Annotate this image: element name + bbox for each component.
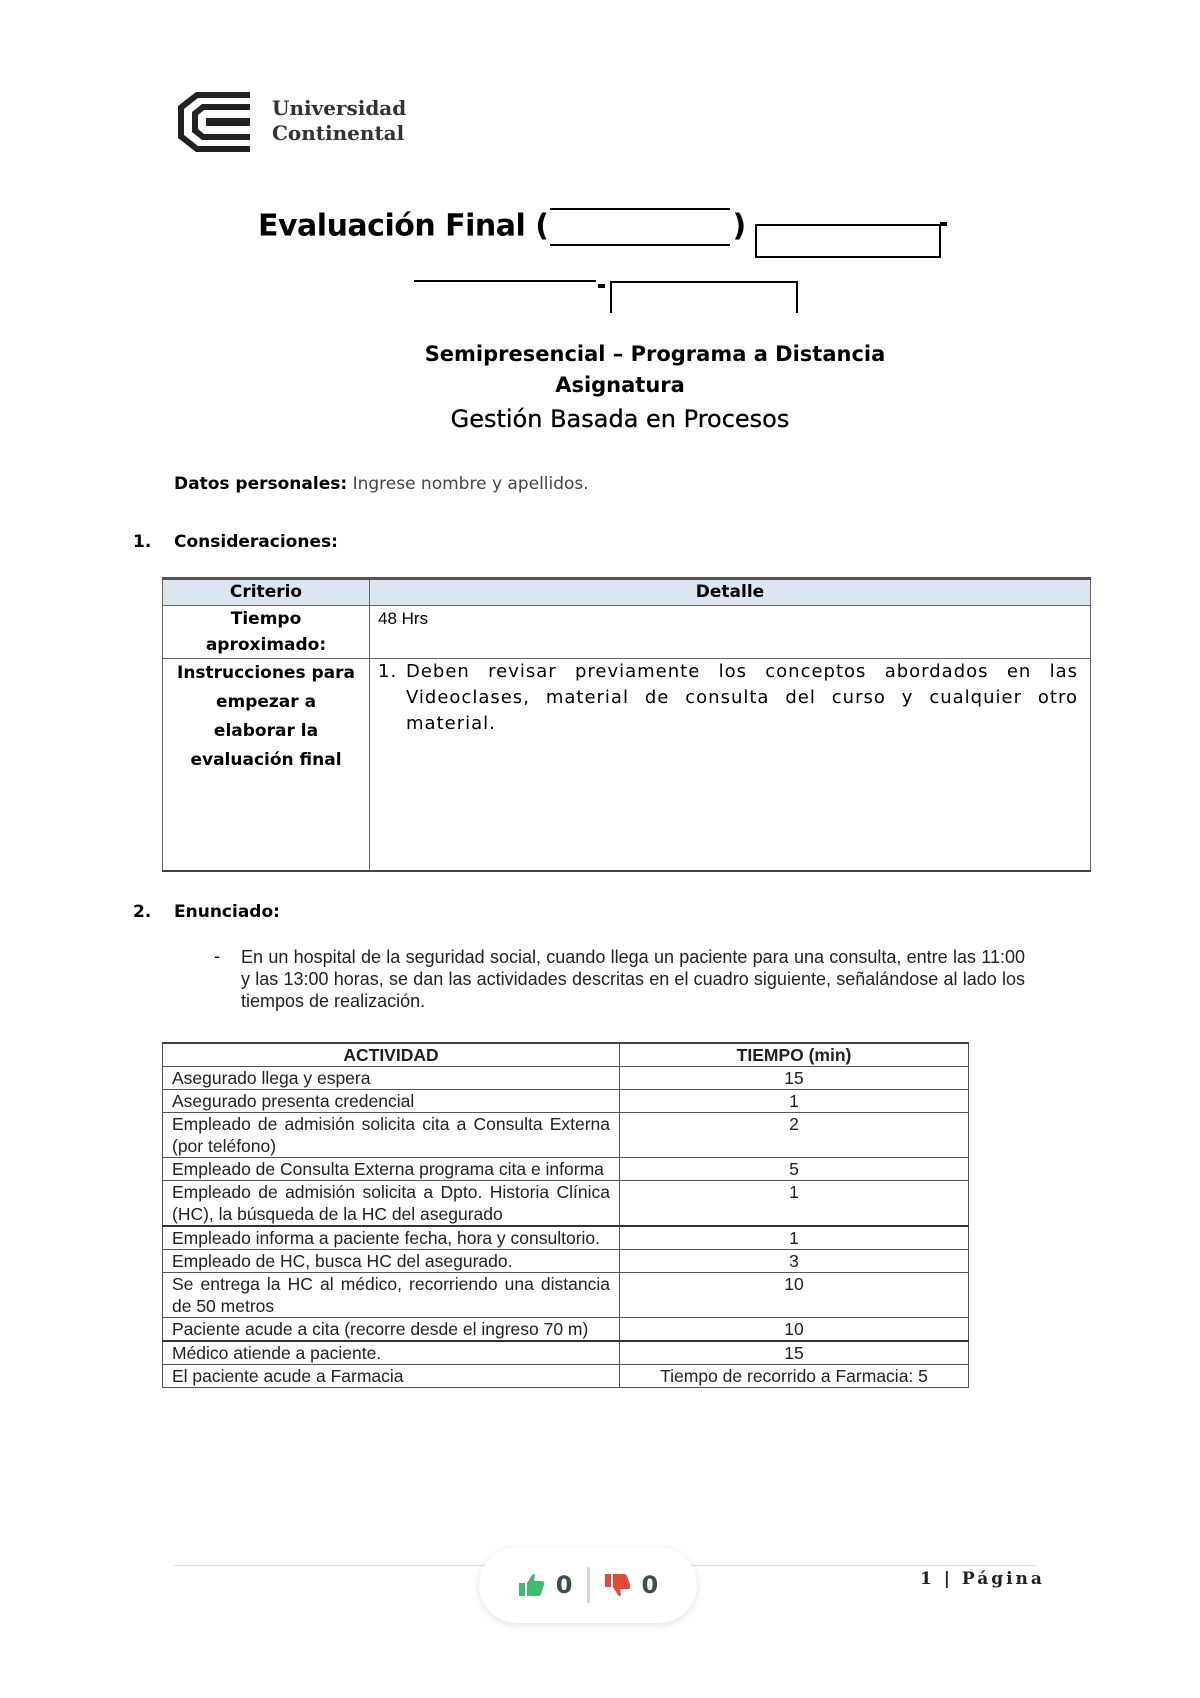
activity-cell: Empleado de admisión solicita a Dpto. Historia Clínica (HC), la búsqueda de la HC del asegurado <box>163 1181 620 1227</box>
activity-cell: Empleado de Consulta Externa programa cita e informa <box>163 1158 620 1181</box>
page-title <box>258 208 746 246</box>
personal-data <box>174 474 589 494</box>
table-row <box>163 1067 969 1090</box>
table-row <box>163 1365 969 1388</box>
title-dash-1 <box>940 222 947 226</box>
section-title: Consideraciones: <box>174 532 338 552</box>
instruction-item <box>378 659 1082 737</box>
logo-line-2: Continental <box>272 121 405 145</box>
table-row <box>163 659 1091 871</box>
page-label: | Página <box>943 1569 1045 1589</box>
table-row <box>163 606 1091 659</box>
table-row <box>163 1226 969 1250</box>
detalle-cell: 48 Hrs <box>370 606 1091 659</box>
activity-cell: El paciente acude a Farmacia <box>163 1365 620 1388</box>
title-dash-2 <box>598 284 605 288</box>
criterio-cell: Instrucciones para empezar a elaborar la evaluación final <box>163 659 370 871</box>
instruction-number: 1. <box>378 661 398 682</box>
time-cell: 15 <box>620 1067 969 1090</box>
time-cell: Tiempo de recorrido a Farmacia: 5 <box>620 1365 969 1388</box>
title-line-field[interactable] <box>414 280 596 282</box>
logo-line-1: Universidad <box>272 96 407 120</box>
section-title: Enunciado: <box>174 902 280 922</box>
time-cell: 10 <box>620 1318 969 1342</box>
subject-label: Asignatura <box>555 373 685 397</box>
title-text: Evaluación Final ( <box>258 208 549 244</box>
activity-cell: Empleado de admisión solicita cita a Consulta Externa (por teléfono) <box>163 1113 620 1158</box>
table-header-row <box>163 579 1091 606</box>
activity-cell: Paciente acude a cita (recorre desde el ingreso 70 m) <box>163 1318 620 1342</box>
column-header-actividad: ACTIVIDAD <box>163 1043 620 1067</box>
section-enunciado-heading <box>133 902 280 922</box>
table-row <box>163 1090 969 1113</box>
vote-widget <box>479 1547 697 1623</box>
section-number: 2. <box>133 902 152 922</box>
upvote-button[interactable] <box>518 1571 573 1599</box>
detalle-cell <box>370 659 1091 871</box>
logo-wordmark <box>272 96 406 146</box>
upvote-count: 0 <box>555 1571 573 1599</box>
time-cell: 1 <box>620 1090 969 1113</box>
section-consideraciones-heading <box>133 532 338 552</box>
personal-data-label: Datos personales: <box>174 474 348 494</box>
activity-cell: Asegurado presenta credencial <box>163 1090 620 1113</box>
column-header-criterio: Criterio <box>163 579 370 606</box>
table-row <box>163 1318 969 1342</box>
activity-cell: Empleado informa a paciente fecha, hora y consultorio. <box>163 1226 620 1250</box>
thumbs-up-icon <box>518 1572 546 1598</box>
title-blank-field[interactable] <box>550 208 730 246</box>
time-cell: 1 <box>620 1181 969 1227</box>
table-row <box>163 1273 969 1318</box>
activities-table <box>162 1042 969 1388</box>
time-cell: 1 <box>620 1226 969 1250</box>
table-header-row <box>163 1043 969 1067</box>
personal-data-field[interactable]: Ingrese nombre y apellidos. <box>352 474 589 494</box>
table-row <box>163 1113 969 1158</box>
criterio-cell: Tiempo aproximado: <box>163 606 370 659</box>
time-cell: 5 <box>620 1158 969 1181</box>
activity-cell: Empleado de HC, busca HC del asegurado. <box>163 1250 620 1273</box>
bullet-dash: - <box>214 946 220 966</box>
section-number: 1. <box>133 532 152 552</box>
title-box-field-1[interactable] <box>755 224 941 258</box>
activity-cell: Asegurado llega y espera <box>163 1067 620 1090</box>
time-cell: 10 <box>620 1273 969 1318</box>
page-number-value: 1 <box>920 1569 935 1589</box>
table-row <box>163 1250 969 1273</box>
column-header-tiempo: TIEMPO (min) <box>620 1043 969 1067</box>
vote-separator <box>587 1567 590 1603</box>
table-row <box>163 1158 969 1181</box>
problem-statement: En un hospital de la seguridad social, cuando llega un paciente para una consulta, entre las 11:00 y las 13:00 horas, se dan las actividades descritas en el cuadro siguiente, señalándose al lado los tiempos de realización. <box>241 947 1025 1011</box>
modality-subtitle: Semipresencial – Programa a Distancia <box>424 342 886 366</box>
title-box-field-2[interactable] <box>610 281 798 313</box>
activity-cell: Se entrega la HC al médico, recorriendo una distancia de 50 metros <box>163 1273 620 1318</box>
instruction-text: Deben revisar previamente los conceptos abordados en las Videoclases, material de consulta del curso y cualquier otro material. <box>406 661 1078 734</box>
table-row <box>163 1181 969 1227</box>
logo-mark-icon <box>172 90 262 154</box>
title-close-paren: ) <box>732 208 746 244</box>
time-cell: 3 <box>620 1250 969 1273</box>
subject-name: Gestión Basada en Procesos <box>450 405 790 433</box>
time-cell: 2 <box>620 1113 969 1158</box>
page-number <box>920 1569 1045 1589</box>
considerations-table <box>162 577 1091 872</box>
table-row <box>163 1341 969 1365</box>
downvote-button[interactable] <box>604 1571 659 1599</box>
downvote-count: 0 <box>641 1571 659 1599</box>
time-cell: 15 <box>620 1341 969 1365</box>
thumbs-down-icon <box>604 1572 632 1598</box>
column-header-detalle: Detalle <box>370 579 1091 606</box>
activity-cell: Médico atiende a paciente. <box>163 1341 620 1365</box>
